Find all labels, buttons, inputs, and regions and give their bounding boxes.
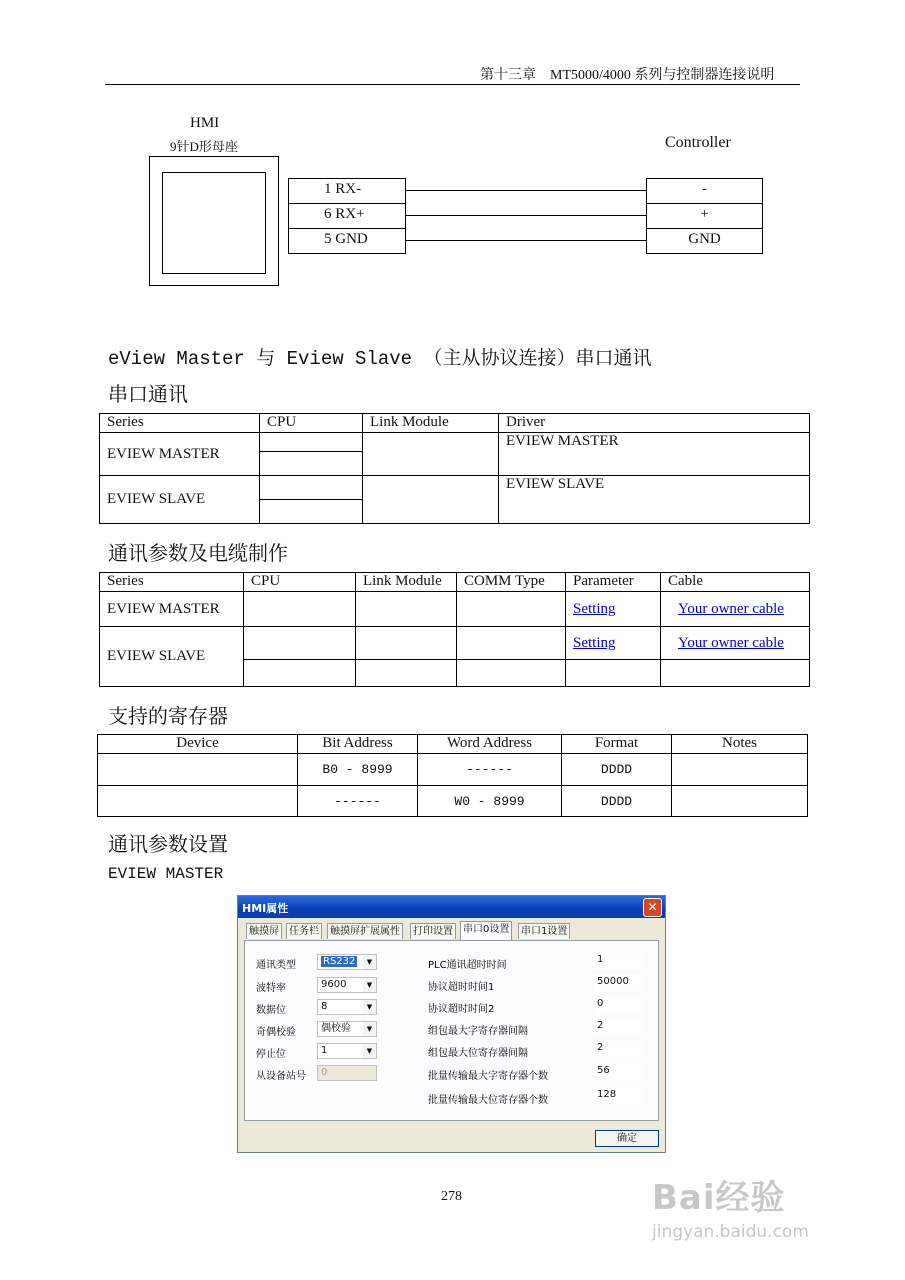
comm-row2-series: EVIEW SLAVE (100, 627, 244, 687)
comm-table (99, 572, 810, 687)
wire-rx-plus (406, 215, 646, 216)
max-bit-count-input[interactable]: 128 (594, 1088, 642, 1104)
settings-subtitle: EVIEW MASTER (108, 865, 224, 883)
label-stopbits: 停止位 (256, 1049, 286, 1060)
hmi-subtitle: 9针D形母座 (170, 139, 238, 154)
wire-gnd (406, 240, 646, 241)
baidu-watermark: Bai经验 (652, 1178, 786, 1218)
reg-row1-word: ------ (418, 754, 562, 786)
comm-row2-setting-link[interactable]: Setting (573, 634, 616, 651)
plc-timeout-input[interactable]: 1 (594, 953, 642, 969)
serial-row1-series: EVIEW MASTER (100, 433, 260, 476)
label-max-bit-count: 批量传输最大位寄存器个数 (428, 1095, 548, 1106)
reg-row2-bit: ------ (298, 786, 418, 817)
bit-gap-input[interactable]: 2 (594, 1041, 642, 1057)
serial-header-series: Series (100, 414, 260, 433)
ok-button[interactable]: 确定 (595, 1130, 659, 1147)
serial-table (99, 413, 810, 524)
tab-serial1[interactable]: 串口1设置 (518, 923, 570, 939)
reg-row1-bit: B0 - 8999 (298, 754, 418, 786)
tab-taskbar[interactable]: 任务栏 (286, 923, 322, 939)
hmi-pin-1: 1 RX- (324, 181, 362, 197)
reg-header-device: Device (98, 735, 298, 754)
serial-title: 串口通讯 (108, 384, 188, 406)
controller-title: Controller (665, 134, 731, 151)
page-header: 第十三章 MT5000/4000 系列与控制器连接说明 (480, 68, 775, 83)
page-number: 278 (441, 1189, 462, 1204)
section-title: eView Master 与 Eview Slave （主从协议连接）串口通讯 (108, 348, 652, 370)
watermark-url: jingyan.baidu.com (652, 1222, 809, 1242)
label-max-word-count: 批量传输最大字寄存器个数 (428, 1071, 548, 1082)
label-comm-type: 通讯类型 (256, 960, 296, 971)
tab-print[interactable]: 打印设置 (410, 923, 456, 939)
label-protocol-timeout-2: 协议超时时间2 (428, 1004, 495, 1015)
serial-header-driver: Driver (499, 414, 810, 433)
settings-title: 通讯参数设置 (108, 834, 228, 856)
comm-row1-cable-link[interactable]: Your owner cable (678, 600, 784, 617)
protocol-timeout-1-input[interactable]: 50000 (594, 975, 642, 991)
databits-select[interactable]: 8 ▼ (317, 999, 377, 1015)
reg-header-bit: Bit Address (298, 735, 418, 754)
comm-header-cable: Cable (661, 573, 810, 592)
serial-row1-driver: EVIEW MASTER (499, 433, 810, 476)
serial-row2-driver: EVIEW SLAVE (499, 476, 810, 524)
label-baud: 波特率 (256, 983, 286, 994)
reg-header-format: Format (562, 735, 672, 754)
chevron-down-icon: ▼ (363, 955, 376, 969)
wire-rx-minus (406, 190, 646, 191)
stopbits-select[interactable]: 1 ▼ (317, 1043, 377, 1059)
label-parity: 奇偶校验 (256, 1027, 296, 1038)
reg-header-word: Word Address (418, 735, 562, 754)
serial0-panel (244, 940, 659, 1121)
label-plc-timeout: PLC通讯超时时间 (428, 960, 507, 971)
label-protocol-timeout-1: 协议超时时间1 (428, 982, 495, 993)
comm-row1-setting-link[interactable]: Setting (573, 600, 616, 617)
comm-row2-cable-link[interactable]: Your owner cable (678, 634, 784, 651)
comm-header-link: Link Module (356, 573, 457, 592)
word-gap-input[interactable]: 2 (594, 1019, 642, 1035)
comm-title: 通讯参数及电缆制作 (108, 543, 288, 565)
comm-header-cpu: CPU (244, 573, 356, 592)
close-icon[interactable]: ✕ (643, 898, 662, 917)
reg-row2-word: W0 - 8999 (418, 786, 562, 817)
baud-select[interactable]: 9600 ▼ (317, 977, 377, 993)
comm-row1-series: EVIEW MASTER (100, 592, 244, 627)
reg-row2-format: DDDD (562, 786, 672, 817)
serial-header-link: Link Module (363, 414, 499, 433)
comm-header-parameter: Parameter (566, 573, 661, 592)
comm-type-select[interactable]: RS232 ▼ (317, 954, 377, 970)
label-slave-station: 从设备站号 (256, 1071, 306, 1082)
tab-touch-ext[interactable]: 触摸屏扩展属性 (327, 923, 403, 939)
controller-pin-minus: - (702, 181, 707, 197)
hmi-pin-5: 5 GND (324, 231, 368, 247)
serial-header-cpu: CPU (260, 414, 363, 433)
hmi-pin-6: 6 RX+ (324, 206, 365, 222)
hmi-title: HMI (190, 115, 220, 131)
label-databits: 数据位 (256, 1005, 286, 1016)
hmi-connector-inner (162, 172, 266, 274)
tab-serial0[interactable]: 串口0设置 (460, 921, 512, 940)
controller-pin-plus: + (700, 206, 709, 222)
reg-row1-format: DDDD (562, 754, 672, 786)
label-bit-gap: 组包最大位寄存器间隔 (428, 1048, 528, 1059)
tab-touchscreen[interactable]: 触摸屏 (246, 923, 282, 939)
comm-header-series: Series (100, 573, 244, 592)
controller-pin-gnd: GND (688, 231, 721, 247)
dialog-titlebar (238, 896, 665, 918)
registers-table (97, 734, 808, 817)
serial-row2-series: EVIEW SLAVE (100, 476, 260, 524)
reg-header-notes: Notes (672, 735, 808, 754)
chevron-down-icon: ▼ (363, 1044, 376, 1058)
chevron-down-icon: ▼ (363, 1022, 376, 1036)
slave-station-input[interactable]: 0 (317, 1065, 377, 1081)
chevron-down-icon: ▼ (363, 1000, 376, 1014)
label-word-gap: 组包最大字寄存器间隔 (428, 1026, 528, 1037)
dialog-title: HMI属性 (242, 902, 289, 915)
max-word-count-input[interactable]: 56 (594, 1064, 642, 1080)
header-rule (105, 84, 800, 85)
chevron-down-icon: ▼ (363, 978, 376, 992)
comm-header-commtype: COMM Type (457, 573, 566, 592)
registers-title: 支持的寄存器 (108, 706, 228, 728)
hmi-properties-dialog (237, 895, 666, 1153)
parity-select[interactable]: 偶校验 ▼ (317, 1021, 377, 1037)
protocol-timeout-2-input[interactable]: 0 (594, 997, 642, 1013)
